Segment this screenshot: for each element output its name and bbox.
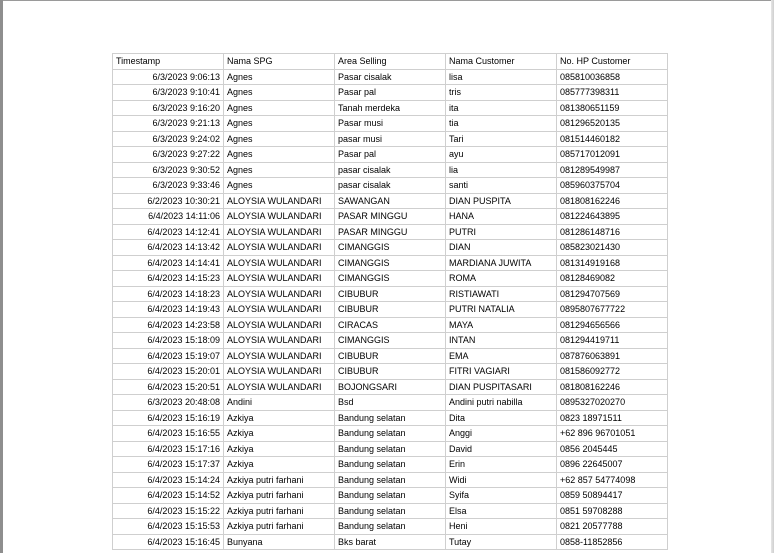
cell-nama-customer: DIAN <box>446 240 557 256</box>
cell-nama-spg: Agnes <box>224 85 335 101</box>
cell-nama-spg: Agnes <box>224 178 335 194</box>
cell-area-selling: CIRACAS <box>335 317 446 333</box>
cell-nama-customer: tris <box>446 85 557 101</box>
cell-nama-customer: PUTRI NATALIA <box>446 302 557 318</box>
column-header-area-selling: Area Selling <box>335 54 446 70</box>
cell-nama-customer: ROMA <box>446 271 557 287</box>
table-row <box>113 488 668 504</box>
table-body <box>113 69 668 550</box>
cell-nama-spg: Azkiya putri farhani <box>224 472 335 488</box>
cell-timestamp: 6/4/2023 15:17:16 <box>113 441 224 457</box>
cell-no-hp-customer: 08128469082 <box>557 271 668 287</box>
cell-nama-customer: Tutay <box>446 534 557 550</box>
cell-timestamp: 6/4/2023 15:20:01 <box>113 364 224 380</box>
cell-area-selling: PASAR MINGGU <box>335 209 446 225</box>
header-row <box>113 54 668 70</box>
cell-no-hp-customer: 081808162246 <box>557 379 668 395</box>
cell-area-selling: BOJONGSARI <box>335 379 446 395</box>
cell-nama-spg: Azkiya <box>224 441 335 457</box>
cell-nama-customer: EMA <box>446 348 557 364</box>
cell-nama-spg: ALOYSIA WULANDARI <box>224 302 335 318</box>
table-row <box>113 333 668 349</box>
table-row <box>113 534 668 550</box>
cell-nama-spg: Agnes <box>224 116 335 132</box>
table-row <box>113 317 668 333</box>
cell-no-hp-customer: 081289549987 <box>557 162 668 178</box>
cell-no-hp-customer: 087876063891 <box>557 348 668 364</box>
top-border <box>0 0 774 1</box>
cell-area-selling: CIBUBUR <box>335 364 446 380</box>
table-row <box>113 116 668 132</box>
table-row <box>113 472 668 488</box>
table-row <box>113 302 668 318</box>
cell-nama-customer: Tari <box>446 131 557 147</box>
table-row <box>113 131 668 147</box>
cell-area-selling: Bandung selatan <box>335 457 446 473</box>
cell-timestamp: 6/3/2023 9:24:02 <box>113 131 224 147</box>
cell-timestamp: 6/3/2023 9:21:13 <box>113 116 224 132</box>
table-row <box>113 100 668 116</box>
table-row <box>113 426 668 442</box>
cell-timestamp: 6/4/2023 14:13:42 <box>113 240 224 256</box>
cell-nama-spg: ALOYSIA WULANDARI <box>224 364 335 380</box>
cell-area-selling: Bandung selatan <box>335 519 446 535</box>
cell-nama-spg: ALOYSIA WULANDARI <box>224 224 335 240</box>
cell-nama-customer: DIAN PUSPITASARI <box>446 379 557 395</box>
cell-timestamp: 6/3/2023 9:27:22 <box>113 147 224 163</box>
cell-area-selling: Bandung selatan <box>335 410 446 426</box>
cell-nama-spg: ALOYSIA WULANDARI <box>224 317 335 333</box>
cell-nama-customer: INTAN <box>446 333 557 349</box>
table-row <box>113 395 668 411</box>
cell-nama-spg: ALOYSIA WULANDARI <box>224 255 335 271</box>
cell-area-selling: CIMANGGIS <box>335 255 446 271</box>
cell-timestamp: 6/4/2023 15:19:07 <box>113 348 224 364</box>
table-row <box>113 240 668 256</box>
table-row <box>113 193 668 209</box>
cell-nama-spg: ALOYSIA WULANDARI <box>224 271 335 287</box>
cell-nama-spg: Agnes <box>224 131 335 147</box>
table-row <box>113 379 668 395</box>
cell-area-selling: Tanah merdeka <box>335 100 446 116</box>
cell-nama-customer: Widi <box>446 472 557 488</box>
cell-no-hp-customer: 0858-11852856 <box>557 534 668 550</box>
cell-area-selling: PASAR MINGGU <box>335 224 446 240</box>
cell-nama-customer: PUTRI <box>446 224 557 240</box>
cell-nama-customer: Syifa <box>446 488 557 504</box>
cell-timestamp: 6/3/2023 9:16:20 <box>113 100 224 116</box>
cell-area-selling: Bandung selatan <box>335 426 446 442</box>
table-row <box>113 457 668 473</box>
cell-no-hp-customer: 081294707569 <box>557 286 668 302</box>
cell-area-selling: pasar cisalak <box>335 162 446 178</box>
column-header-nama-spg: Nama SPG <box>224 54 335 70</box>
table-row <box>113 178 668 194</box>
cell-timestamp: 6/4/2023 14:23:58 <box>113 317 224 333</box>
cell-timestamp: 6/2/2023 10:30:21 <box>113 193 224 209</box>
cell-nama-spg: Azkiya <box>224 426 335 442</box>
cell-timestamp: 6/3/2023 20:48:08 <box>113 395 224 411</box>
table-row <box>113 147 668 163</box>
cell-area-selling: Bandung selatan <box>335 503 446 519</box>
cell-no-hp-customer: 081586092772 <box>557 364 668 380</box>
cell-area-selling: CIMANGGIS <box>335 333 446 349</box>
cell-timestamp: 6/3/2023 9:30:52 <box>113 162 224 178</box>
cell-nama-customer: DIAN PUSPITA <box>446 193 557 209</box>
cell-nama-spg: ALOYSIA WULANDARI <box>224 348 335 364</box>
cell-nama-customer: FITRI VAGIARI <box>446 364 557 380</box>
cell-timestamp: 6/4/2023 15:18:09 <box>113 333 224 349</box>
cell-no-hp-customer: 081224643895 <box>557 209 668 225</box>
table-row <box>113 441 668 457</box>
cell-no-hp-customer: 0896 22645007 <box>557 457 668 473</box>
cell-timestamp: 6/4/2023 14:11:06 <box>113 209 224 225</box>
cell-nama-customer: ita <box>446 100 557 116</box>
cell-nama-spg: ALOYSIA WULANDARI <box>224 379 335 395</box>
cell-timestamp: 6/4/2023 14:18:23 <box>113 286 224 302</box>
column-header-nama-customer: Nama Customer <box>446 54 557 70</box>
cell-area-selling: Pasar cisalak <box>335 69 446 85</box>
cell-timestamp: 6/3/2023 9:33:46 <box>113 178 224 194</box>
cell-nama-spg: Azkiya <box>224 457 335 473</box>
table-row <box>113 255 668 271</box>
cell-no-hp-customer: 0856 2045445 <box>557 441 668 457</box>
cell-nama-spg: Agnes <box>224 69 335 85</box>
cell-nama-customer: ayu <box>446 147 557 163</box>
cell-no-hp-customer: 081808162246 <box>557 193 668 209</box>
cell-no-hp-customer: +62 896 96701051 <box>557 426 668 442</box>
table-row <box>113 364 668 380</box>
cell-no-hp-customer: 081380651159 <box>557 100 668 116</box>
cell-no-hp-customer: +62 857 54774098 <box>557 472 668 488</box>
column-header-no-hp-customer: No. HP Customer <box>557 54 668 70</box>
cell-area-selling: pasar cisalak <box>335 178 446 194</box>
cell-timestamp: 6/4/2023 14:19:43 <box>113 302 224 318</box>
cell-area-selling: Pasar musi <box>335 116 446 132</box>
cell-no-hp-customer: 0821 20577788 <box>557 519 668 535</box>
cell-timestamp: 6/3/2023 9:10:41 <box>113 85 224 101</box>
cell-nama-spg: ALOYSIA WULANDARI <box>224 240 335 256</box>
cell-nama-spg: ALOYSIA WULANDARI <box>224 286 335 302</box>
cell-nama-spg: ALOYSIA WULANDARI <box>224 209 335 225</box>
cell-nama-spg: Agnes <box>224 162 335 178</box>
cell-timestamp: 6/4/2023 15:15:22 <box>113 503 224 519</box>
cell-no-hp-customer: 0895807677722 <box>557 302 668 318</box>
cell-no-hp-customer: 085810036858 <box>557 69 668 85</box>
cell-nama-customer: Elsa <box>446 503 557 519</box>
cell-nama-spg: ALOYSIA WULANDARI <box>224 333 335 349</box>
cell-timestamp: 6/4/2023 14:14:41 <box>113 255 224 271</box>
cell-nama-customer: MARDIANA JUWITA <box>446 255 557 271</box>
cell-timestamp: 6/4/2023 15:15:53 <box>113 519 224 535</box>
cell-area-selling: SAWANGAN <box>335 193 446 209</box>
cell-area-selling: CIBUBUR <box>335 348 446 364</box>
cell-no-hp-customer: 081294656566 <box>557 317 668 333</box>
cell-timestamp: 6/4/2023 15:14:24 <box>113 472 224 488</box>
cell-no-hp-customer: 081296520135 <box>557 116 668 132</box>
cell-timestamp: 6/4/2023 15:14:52 <box>113 488 224 504</box>
cell-timestamp: 6/4/2023 15:20:51 <box>113 379 224 395</box>
cell-timestamp: 6/4/2023 14:12:41 <box>113 224 224 240</box>
cell-area-selling: CIMANGGIS <box>335 271 446 287</box>
cell-nama-customer: Erin <box>446 457 557 473</box>
cell-no-hp-customer: 081286148716 <box>557 224 668 240</box>
cell-no-hp-customer: 0895327020270 <box>557 395 668 411</box>
cell-nama-customer: MAYA <box>446 317 557 333</box>
cell-nama-customer: santi <box>446 178 557 194</box>
cell-nama-customer: RISTIAWATI <box>446 286 557 302</box>
cell-area-selling: Bks barat <box>335 534 446 550</box>
cell-nama-spg: Azkiya putri farhani <box>224 519 335 535</box>
cell-area-selling: Bandung selatan <box>335 488 446 504</box>
cell-timestamp: 6/4/2023 15:16:55 <box>113 426 224 442</box>
cell-no-hp-customer: 085823021430 <box>557 240 668 256</box>
cell-nama-customer: Andini putri nabilla <box>446 395 557 411</box>
cell-no-hp-customer: 081514460182 <box>557 131 668 147</box>
cell-timestamp: 6/4/2023 15:16:45 <box>113 534 224 550</box>
cell-no-hp-customer: 0859 50894417 <box>557 488 668 504</box>
cell-nama-spg: Andini <box>224 395 335 411</box>
cell-nama-spg: Agnes <box>224 147 335 163</box>
table-row <box>113 69 668 85</box>
cell-nama-customer: tia <box>446 116 557 132</box>
table-row <box>113 410 668 426</box>
data-table <box>112 53 668 550</box>
table-row <box>113 503 668 519</box>
cell-nama-customer: Anggi <box>446 426 557 442</box>
table-row <box>113 85 668 101</box>
cell-timestamp: 6/4/2023 15:17:37 <box>113 457 224 473</box>
cell-area-selling: pasar musi <box>335 131 446 147</box>
cell-area-selling: Pasar pal <box>335 147 446 163</box>
cell-nama-customer: lisa <box>446 69 557 85</box>
table-row <box>113 271 668 287</box>
cell-timestamp: 6/4/2023 15:16:19 <box>113 410 224 426</box>
cell-no-hp-customer: 081294419711 <box>557 333 668 349</box>
cell-timestamp: 6/4/2023 14:15:23 <box>113 271 224 287</box>
cell-nama-customer: lia <box>446 162 557 178</box>
cell-area-selling: CIMANGGIS <box>335 240 446 256</box>
cell-no-hp-customer: 0851 59708288 <box>557 503 668 519</box>
table-row <box>113 348 668 364</box>
cell-nama-customer: Heni <box>446 519 557 535</box>
cell-no-hp-customer: 0823 18971511 <box>557 410 668 426</box>
cell-area-selling: Bandung selatan <box>335 441 446 457</box>
cell-no-hp-customer: 081314919168 <box>557 255 668 271</box>
cell-no-hp-customer: 085717012091 <box>557 147 668 163</box>
cell-nama-customer: HANA <box>446 209 557 225</box>
cell-nama-spg: Agnes <box>224 100 335 116</box>
table-row <box>113 224 668 240</box>
cell-nama-spg: Azkiya putri farhani <box>224 503 335 519</box>
cell-no-hp-customer: 085777398311 <box>557 85 668 101</box>
cell-nama-customer: Dita <box>446 410 557 426</box>
cell-nama-spg: ALOYSIA WULANDARI <box>224 193 335 209</box>
cell-area-selling: CIBUBUR <box>335 302 446 318</box>
cell-nama-customer: David <box>446 441 557 457</box>
cell-nama-spg: Azkiya putri farhani <box>224 488 335 504</box>
cell-timestamp: 6/3/2023 9:06:13 <box>113 69 224 85</box>
table-row <box>113 162 668 178</box>
cell-area-selling: Pasar pal <box>335 85 446 101</box>
cell-nama-spg: Bunyana <box>224 534 335 550</box>
cell-no-hp-customer: 085960375704 <box>557 178 668 194</box>
table-row <box>113 286 668 302</box>
column-header-timestamp: Timestamp <box>113 54 224 70</box>
cell-area-selling: Bandung selatan <box>335 472 446 488</box>
table-row <box>113 519 668 535</box>
left-border <box>0 0 3 553</box>
cell-area-selling: CIBUBUR <box>335 286 446 302</box>
cell-area-selling: Bsd <box>335 395 446 411</box>
table-row <box>113 209 668 225</box>
cell-nama-spg: Azkiya <box>224 410 335 426</box>
